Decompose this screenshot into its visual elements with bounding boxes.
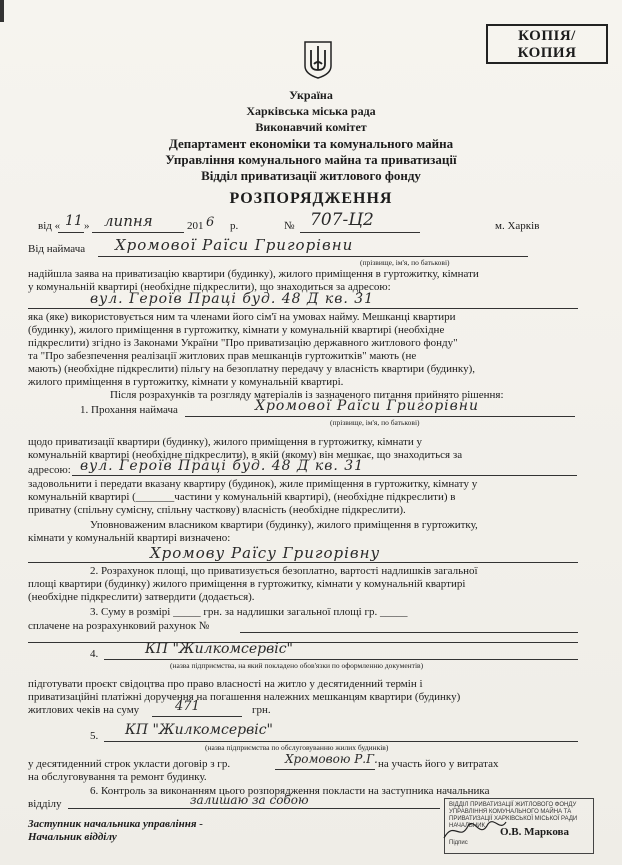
date-mid: » [84, 220, 90, 232]
header-council: Харківська міська рада [246, 104, 376, 118]
p1-line6: та "Про забезпечення реалізації житлових прав мешканців гуртожитків" мають (не [28, 350, 417, 362]
item4-sum: 471 [175, 699, 200, 714]
header-department: Департамент економіки та комунального майна [168, 136, 454, 151]
date-month: липня [104, 212, 153, 230]
date-year-suffix: 6 [206, 215, 215, 230]
copy-stamp-line2: КОПИЯ [517, 45, 577, 61]
header-committee: Виконавчий комітет [255, 120, 367, 134]
department-stamp-text: ВІДДІЛ ПРИВАТИЗАЦІЇ ЖИТЛОВОГО ФОНДУ УПРАВЛІННЯ КОМУНАЛЬНОГО МАЙНА ТА ПРИВАТИЗАЦІЇ ХАРКІВСЬКОЇ МІСЬКОЇ РАДИ НАЧАЛЬНИК [449, 802, 578, 829]
p2-address-line [72, 475, 577, 476]
date-day-line [58, 232, 84, 233]
item6-line [68, 808, 440, 809]
city: м. Харків [495, 220, 540, 232]
tenant-name-caption: (прізвище, ім'я, по батькові) [360, 258, 450, 267]
p1-line1: надійшла заява на приватизацію квартири (будинку), жилого приміщення в гуртожитку, кімнати [28, 268, 479, 280]
item5-contract-line [275, 769, 375, 770]
p1-line4: (будинку), жилого приміщення в гуртожитку, кімнати у комунальній квартирі (необхідне [28, 324, 445, 336]
document-title: РОЗПОРЯДЖЕННЯ [229, 190, 393, 207]
signature-title-2: Начальник відділу [28, 831, 117, 843]
header-division: Відділ приватизації житлового фонду [201, 168, 421, 183]
coat-of-arms-icon [303, 40, 333, 80]
signature-title-1: Заступник начальника управління - [28, 818, 203, 830]
decision-intro: Після розрахунків та розгляду матеріалів із зазначеного питання прийнято рішення: [110, 389, 504, 401]
item1-tenant-name: Хромової Раїси Григорівни [255, 398, 480, 414]
item4-sum-label: житлових чеків на суму [28, 704, 140, 716]
item2-line1: 2. Розрахунок площі, що приватизується безоплатно, вартості надлишків загальної [90, 565, 478, 577]
header-country: Україна [289, 88, 333, 102]
order-number: 707-Ц2 [310, 210, 374, 230]
authorized-owner: Хромову Раїсу Григорівну [150, 544, 381, 562]
item1-name-caption: (прізвище, ім'я, по батькові) [330, 418, 420, 427]
p2-line6: приватну (спільну сумісну, спільну часткову) власність (необхідне підкреслити). [28, 504, 406, 516]
p2-line4: задовольнити і передати вказану квартиру (будинок), жиле приміщення в гуртожитку, кімнату у [28, 478, 478, 490]
item4-organization: КП "Жилкомсервіс" [145, 641, 293, 657]
item3-line1: 3. Суму в розмірі _____ грн. за надлишки загальної площі гр. _____ [90, 606, 408, 618]
item5-organization: КП "Жилкомсервіс" [125, 722, 273, 738]
copy-stamp-line1: КОПІЯ/ [518, 28, 576, 44]
item1-label: 1. Прохання наймача [80, 404, 178, 416]
number-line [300, 232, 420, 233]
p1-line2: у комунальній квартирі (необхідне підкреслити), що знаходиться за адресою: [28, 281, 391, 293]
item4-label: 4. [90, 648, 99, 660]
date-year-prefix: 201 [187, 220, 204, 232]
blank-line-1 [28, 642, 578, 643]
item6-line2: відділу [28, 798, 62, 810]
authorized-owner-line [28, 562, 578, 563]
signer-name: О.В. Маркова [500, 826, 570, 838]
item5-line1: у десятиденний строк укласти договір з гр. [28, 758, 231, 770]
date-year-end: р. [230, 220, 239, 232]
item4-currency: грн. [252, 704, 271, 716]
item6-line1: 6. Контроль за виконанням цього розпорядження покласти на заступника начальника [90, 785, 490, 797]
p2-address-label: адресою: [28, 464, 71, 476]
tenant-name-line [98, 256, 528, 257]
p1-address: вул. Героїв Праці буд. 48 Д кв. 31 [90, 291, 375, 307]
p1-line3: яка (яке) використовується ним та членами його сім'ї на умовах найму. Мешканці квартири [28, 311, 456, 323]
p2-line7: Уповноваженим власником квартири (будинку), жилого приміщення в гуртожитку, [90, 519, 478, 531]
item5-contract-party: Хромовою Р.Г. [285, 752, 378, 766]
p1-line7: мають) (необхідне підкреслити) пільгу на безоплатну передачу у власність квартири (будинку), [28, 363, 476, 375]
tenant-name: Хромової Раїси Григорівни [115, 236, 354, 254]
department-stamp-footer: Підпис [449, 840, 468, 846]
item5-line1-end: на участь його у витратах [378, 758, 499, 770]
account-line [240, 632, 578, 633]
item5-line2: на обслуговування та ремонт будинку. [28, 771, 207, 783]
p1-line5: підкреслити) згідно із Законами України "Про приватизацію державного житлового фонду" [28, 337, 458, 349]
item3-line2: сплачене на розрахунковий рахунок № [28, 620, 210, 632]
item2-line3: (необхідне підкреслити) затвердити (додається). [28, 591, 255, 603]
date-day: 11 [65, 213, 83, 229]
number-label: № [284, 220, 295, 232]
scan-edge-mark [0, 0, 4, 22]
copy-stamp [486, 24, 608, 64]
item5-line [104, 741, 578, 742]
date-prefix: від « [38, 220, 61, 232]
item1-name-line [185, 416, 575, 417]
header-office: Управління комунального майна та приватизації [165, 152, 457, 167]
item5-label: 5. [90, 730, 99, 742]
item4-line [104, 659, 578, 660]
date-month-line [92, 232, 184, 233]
from-tenant-label: Від наймача [28, 243, 86, 255]
p2-address: вул. Героїв Праці буд. 48 Д кв. 31 [80, 458, 365, 474]
item4-caption: (назва підприємства, на який покладено обов'язки по оформленню документів) [170, 661, 424, 670]
item4-line1: підготувати проєкт свідоцтва про право власності на житло у десятиденний термін і [28, 678, 423, 690]
p1-line8: жилого приміщення в гуртожитку, кімнати у комунальній квартирі. [28, 376, 344, 388]
item5-caption: (назва підприємства по обслуговуванню жилих будинків) [205, 743, 389, 752]
item2-line2: площі квартири (будинку) жилого приміщення в гуртожитку, кімнати у комунальній квартирі [28, 578, 466, 590]
item4-sum-line [152, 716, 242, 717]
p2-line2: комунальній квартирі (необхідне підкреслити), в якій (якому) він мешкає, що знаходиться за [28, 449, 463, 461]
item4-line2: приватизаційні платіжні доручення на погашення належних мешканцям квартири (будинку) [28, 691, 461, 703]
p2-line1: щодо приватизації квартири (будинку), жилого приміщення в гуртожитку, кімнати у [28, 436, 422, 448]
p2-line5: комунальній квартирі (_______частини у комунальній квартирі), (необхідне підкреслити) в [28, 491, 456, 503]
p2-line8: кімнати у комунальній квартирі визначено: [28, 532, 231, 544]
p1-address-line [28, 308, 578, 309]
item6-handwritten: залишаю за собою [190, 793, 309, 807]
